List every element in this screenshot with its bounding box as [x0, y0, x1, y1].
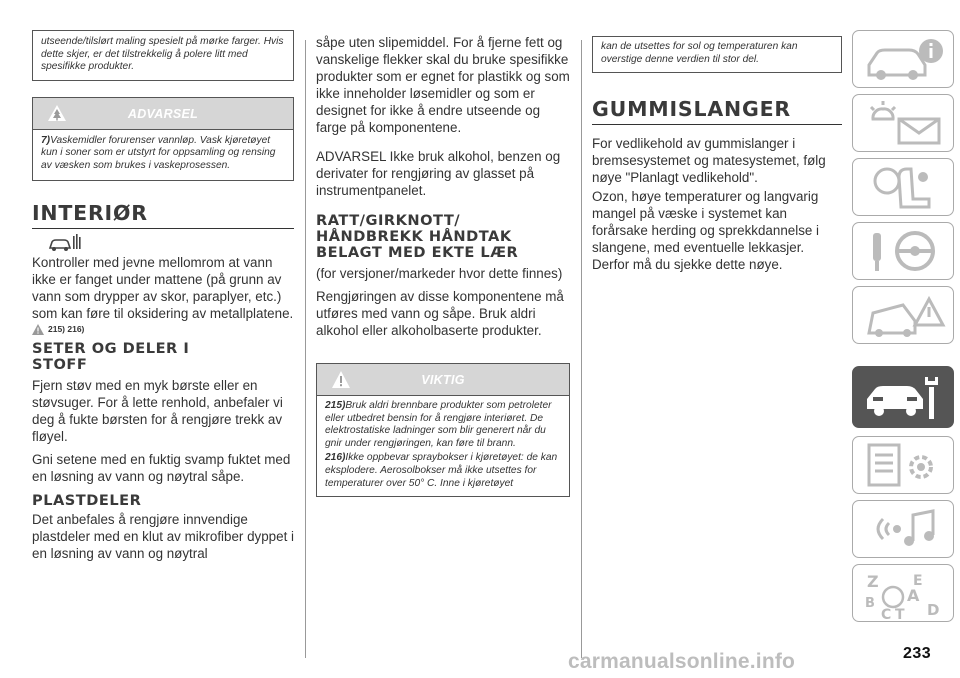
interior-heading: INTERIØR [32, 201, 294, 229]
index-letter-z: Z [867, 572, 879, 591]
plastic-heading: PLASTDELER [32, 491, 142, 509]
index-letter-a: A [907, 586, 920, 605]
warning-header [33, 98, 293, 130]
tab-index[interactable] [852, 564, 954, 622]
tab-multimedia[interactable] [852, 500, 954, 558]
warning-number: 7) [41, 134, 51, 146]
seats-heading: SETER OG DELER I STOFF [32, 339, 190, 373]
dashboard-lights-mail-icon [863, 99, 947, 147]
index-letter-e: E [913, 573, 923, 589]
tab-emergency[interactable] [852, 286, 954, 344]
column-divider-left [305, 40, 306, 658]
steering-paragraph-2: Rengjøringen av disse komponentene må utføres med vann og såpe. Bruk aldri alkohol eller alkoholbaserte produkter. [316, 289, 564, 338]
index-letter-d: D [927, 601, 940, 619]
multimedia-icon [863, 505, 947, 553]
steering-paragraph-1: (for versjoner/markeder hvor dette finnes) [316, 266, 563, 281]
column-2 [316, 34, 570, 497]
hoses-heading: GUMMISLANGER [592, 97, 842, 125]
important-box [316, 363, 570, 497]
key-steering-wheel-icon [863, 227, 947, 275]
car-service-tools-icon [863, 371, 947, 423]
steering-heading: RATT/GIRKNOTT/ HÅNDBREKK HÅNDTAK BELAGT MED EKTE LÆR [316, 212, 519, 261]
airbag-seat-icon [863, 163, 947, 211]
alphabetical-index-icon [863, 569, 947, 621]
plastic-paragraph-2: såpe uten slipemiddel. For å fjerne fett og vanskelige flekker skal du bruke spesifikke produkter som er egnet for plastikk og som ikke inneholder løsemidler og som er designet for ikke å endre utseende og farge på komponentene. [316, 35, 570, 135]
hoses-paragraph-1: For vedlikehold av gummislanger i bremsesystemet og matesystemet, følg nøye "Planlagt vedlikehold". [592, 136, 826, 186]
car-info-icon [863, 35, 947, 83]
index-letter-t: T [895, 607, 905, 621]
warning-body: Vaskemidler forurenser vannløp. Vask kjøretøyet kun i soner som er utstyrt for oppsamling og rensing av væsken som brukes i vaskeprosessen. [41, 134, 276, 171]
continued-note-text: kan de utsettes for sol og temperaturen kan overstige denne verdien til stor del. [601, 41, 798, 65]
important-item-2-num: 216) [325, 452, 346, 464]
column-3 [592, 36, 842, 273]
seats-paragraph-2: Gni setene med en fuktig svamp fuktet med en løsning av vann og nøytral såpe. [32, 451, 291, 484]
top-note-text: utseende/tilslørt maling spesielt på mørke farger. Hvis dette skjer, er det tilstrekkelig å polere litt med spesifikke produkter. [41, 36, 284, 73]
technical-data-icon [863, 441, 947, 489]
seats-paragraph-1: Fjern støv med en myk børste eller en støvsuger. For å lette renhold, anbefaler vi deg å fukte børsten for å rengjøre trekk av fløyel. [32, 377, 283, 444]
hoses-paragraph-2: Ozon, høye temperaturer og langvarig mangel på væske i systemet kan forårsake herding og sprekkdannelse i slangene, med eventuelle lekkasjer. Derfor må du sjekke dette nøye. [592, 189, 820, 273]
interior-text: Kontroller med jevne mellomrom at vann ikke er fanget under mattene (på grunn av vann som drypper av skor, paraplyer, etc.) som kan føre til oksidering av metallplatene. [32, 254, 294, 321]
column-1 [32, 30, 294, 562]
tab-technical-data[interactable] [852, 436, 954, 494]
index-letter-b: B [865, 596, 875, 611]
important-item-2-text: Ikke oppbevar spraybokser i kjøretøyet: de kan eksplodere. Aerosolbokser må ikke utsettes for temperaturer over 50° C. Inne i kjøretøyet [325, 452, 558, 489]
page-number: 233 [903, 645, 932, 662]
tab-starting-driving[interactable] [852, 222, 954, 280]
interior-refs [32, 324, 294, 335]
glass-warning-paragraph: ADVARSEL Ikke bruk alkohol, benzen og derivater for rengjøring av glasset på instrumentpanelet. [316, 149, 561, 198]
plastic-paragraph-1: Det anbefales å rengjøre innvendige plastdeler med en klut av mikrofiber dyppet i en løsning av vann og nøytral [32, 511, 294, 561]
index-letter-c: C [881, 607, 892, 621]
important-item-1-text: Bruk aldri brennbare produkter som petroleter eller utbedret bensin for å rengjøre interiøret. De elektrostatiske ladninger som blir generert når du gnir under rengjøringen, kan føre til brann. [325, 400, 552, 449]
car-warning-icon [863, 291, 947, 339]
top-note-box [32, 30, 294, 81]
important-item-2 [325, 452, 561, 490]
important-header [317, 364, 569, 396]
warning-text [41, 135, 285, 173]
tab-dashboard[interactable] [852, 94, 954, 152]
warning-box [32, 97, 294, 181]
important-item-1 [325, 400, 561, 450]
column-divider-right [581, 40, 582, 658]
tab-getting-to-know-car[interactable] [852, 30, 954, 88]
warning-triangle-icon [32, 324, 44, 335]
warning-title: ADVARSEL [127, 106, 199, 121]
interior-car-icon [46, 232, 82, 252]
interior-refs-text: 215) 216) [48, 324, 85, 335]
watermark: carmanualsonline.info [568, 650, 796, 673]
tab-maintenance[interactable] [852, 366, 954, 428]
tab-safety[interactable] [852, 158, 954, 216]
continued-note-box [592, 36, 842, 73]
important-title: VIKTIG [421, 373, 465, 387]
important-item-1-num: 215) [325, 400, 346, 411]
